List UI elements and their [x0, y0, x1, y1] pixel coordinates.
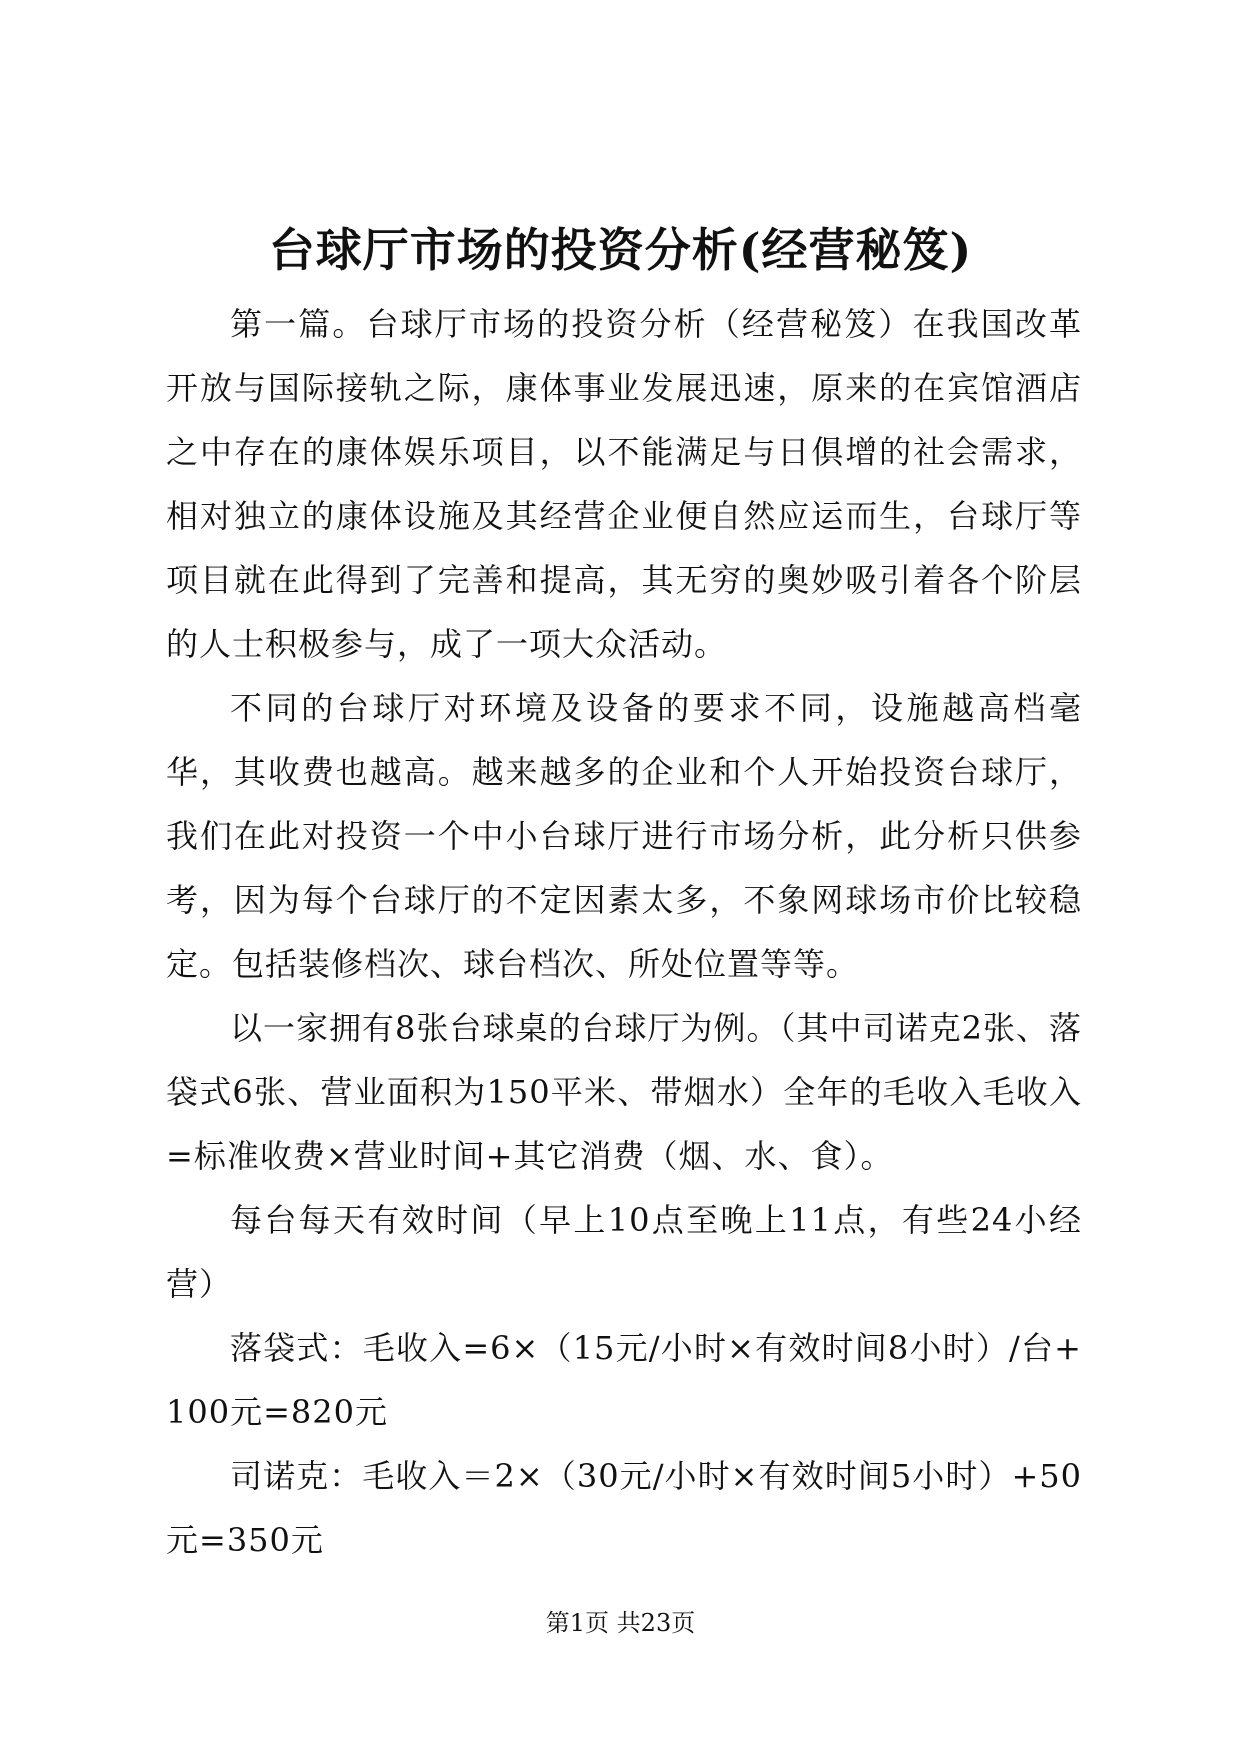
page-footer: 第1页 共23页 [545, 1609, 696, 1637]
paragraph: 不同的台球厅对环境及设备的要求不同，设施越高档毫华，其收费也越高。越来越多的企业和个人开始投资台球厅，我们在此对投资一个中小台球厅进行市场分析，此分析只供参考，因为每个台球厅的不定因素太多，不象网球场市价比较稳定。包括装修档次、球台档次、所处位置等等。 [166, 689, 1082, 983]
document-title: 台球厅市场的投资分析(经营秘笈) [268, 223, 973, 277]
paragraph: 每台每天有效时间（早上10点至晚上11点，有些24小经营） [166, 1201, 1082, 1303]
paragraph: 司诺克：毛收入＝2×（30元/小时×有效时间5小时）+50元=350元 [166, 1457, 1082, 1559]
paragraph: 落袋式：毛收入=6×（15元/小时×有效时间8小时）/台+100元=820元 [166, 1329, 1082, 1431]
paragraph: 第一篇。台球厅市场的投资分析（经营秘笈）在我国改革开放与国际接轨之际，康体事业发展迅速，原来的在宾馆酒店之中存在的康体娱乐项目，以不能满足与日俱增的社会需求，相对独立的康体设施及其经营企业便自然应运而生，台球厅等项目就在此得到了完善和提高，其无穷的奥妙吸引着各个阶层的人士积极参与，成了一项大众活动。 [166, 305, 1082, 663]
document-body [166, 292, 1082, 1572]
paragraph: 以一家拥有8张台球桌的台球厅为例。（其中司诺克2张、落袋式6张、营业面积为150平米、带烟水）全年的毛收入毛收入=标准收费×营业时间+其它消费（烟、水、食）。 [166, 1009, 1082, 1175]
